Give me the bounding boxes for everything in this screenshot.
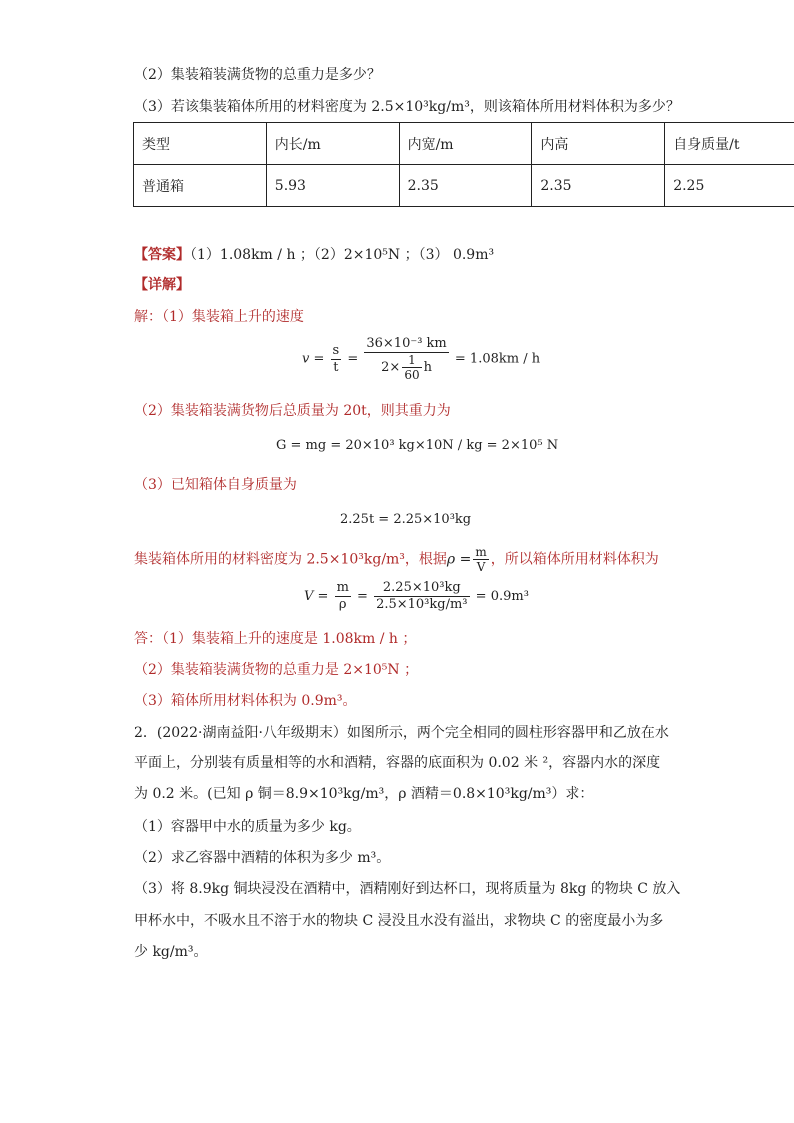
question-2-line-3: 为 0.2 米。(已知 ρ 铜＝8.9×10³kg/m³，ρ 酒精＝0.8×10³kg/m³）求： [134, 786, 594, 802]
final-answer-1: 答：（1）集装箱上升的速度是 1.08km / h ； [134, 631, 417, 647]
solution-step-1: 解：（1）集装箱上升的速度 [134, 309, 304, 325]
numerator: s [332, 342, 340, 358]
question-part-3: （3）若该集装箱体所用的材料密度为 2.5×10³kg/m³，则该箱体所用材料体积为多少？ [134, 99, 680, 115]
container-spec-table [133, 122, 794, 207]
fraction [402, 353, 421, 382]
numerator: 36×10⁻³ km [366, 336, 447, 351]
eq-text: h [423, 360, 432, 375]
final-answer-3: （3）箱体所用材料体积为 0.9m³。 [134, 693, 357, 709]
table-header-cell: 内高 [532, 123, 665, 165]
table-header-cell: 内宽/m [399, 123, 532, 165]
question-2-line-1: 2．(2022·湖南益阳·八年级期末）如图所示，两个完全相同的圆柱形容器甲和乙放在水 [134, 725, 669, 741]
table-header-row [134, 123, 794, 165]
question-2-line-5: （2）求乙容器中酒精的体积为多少 m³。 [134, 850, 391, 866]
denominator: ρ [338, 597, 347, 612]
denominator [364, 353, 448, 382]
numerator: m [336, 580, 349, 595]
eq-text: ρ = [446, 551, 472, 568]
solution-step-4 [134, 545, 659, 574]
eq-text: = [357, 589, 368, 604]
velocity-equation [302, 336, 540, 382]
numerator: 2.25×10³kg [374, 580, 469, 597]
fraction [335, 580, 351, 613]
eq-text: V = [304, 589, 329, 604]
table-cell: 2.35 [532, 165, 665, 207]
fraction [374, 580, 469, 613]
denominator: 2.5×10³kg/m³ [376, 597, 468, 612]
solution-step-2: （2）集装箱装满货物后总质量为 20t，则其重力为 [134, 403, 451, 419]
numerator: m [475, 545, 487, 559]
numerator: 1 [402, 353, 421, 368]
fraction [331, 343, 342, 376]
table-header-cell: 内长/m [266, 123, 399, 165]
question-2-line-6: （3）将 8.9kg 铜块浸没在酒精中，酒精刚好到达杯口，现将质量为 8kg 的物块 C 放入 [134, 881, 681, 897]
mass-equation: 2.25t = 2.25×10³kg [340, 512, 472, 527]
table-row [134, 165, 794, 207]
gravity-equation: G = mg = 20×10³ kg×10N / kg = 2×10⁵ N [276, 438, 559, 453]
table-cell: 5.93 [266, 165, 399, 207]
table-cell: 2.35 [399, 165, 532, 207]
fraction [473, 545, 488, 574]
question-2-line-8: 少 kg/m³。 [134, 944, 208, 960]
final-answer-2: （2）集装箱装满货物的总重力是 2×10⁵N ； [134, 662, 419, 678]
detail-tag: 【详解】 [134, 277, 190, 293]
table-cell: 普通箱 [134, 165, 267, 207]
volume-equation [304, 580, 529, 613]
denominator: V [476, 560, 486, 574]
fraction [364, 336, 448, 382]
question-2-line-7: 甲杯水中，不吸水且不溶于水的物块 C 浸没且水没有溢出，求物块 C 的密度最小为多 [134, 913, 664, 929]
answer-line [134, 246, 494, 264]
table-header-cell: 类型 [134, 123, 267, 165]
eq-text: 2× [381, 360, 401, 375]
table-cell: 2.25 [665, 165, 794, 207]
question-part-2: （2）集装箱装满货物的总重力是多少？ [134, 67, 381, 83]
eq-text: ，所以箱体所用材料体积为 [490, 551, 659, 568]
question-2-line-2: 平面上，分别装有质量相等的水和酒精，容器的底面积为 0.02 米 ²，容器内水的深度 [134, 755, 661, 771]
eq-text: = 0.9m³ [475, 589, 529, 604]
eq-text: = [347, 351, 359, 367]
eq-text: 集装箱体所用的材料密度为 2.5×10³kg/m³，根据 [134, 551, 447, 568]
denominator: 60 [404, 368, 420, 382]
eq-text: = 1.08km / h [454, 351, 541, 367]
answer-tag: 【答案】 [134, 247, 190, 263]
denominator: t [333, 359, 339, 375]
table-header-cell: 自身质量/t [665, 123, 794, 165]
solution-step-3: （3）已知箱体自身质量为 [134, 477, 297, 493]
answer-text: （1）1.08km / h ；（2）2×10⁵N ；（3） 0.9m³ [190, 247, 495, 263]
eq-text: v = [302, 351, 325, 367]
question-2-line-4: （1）容器甲中水的质量为多少 kg。 [134, 819, 361, 835]
